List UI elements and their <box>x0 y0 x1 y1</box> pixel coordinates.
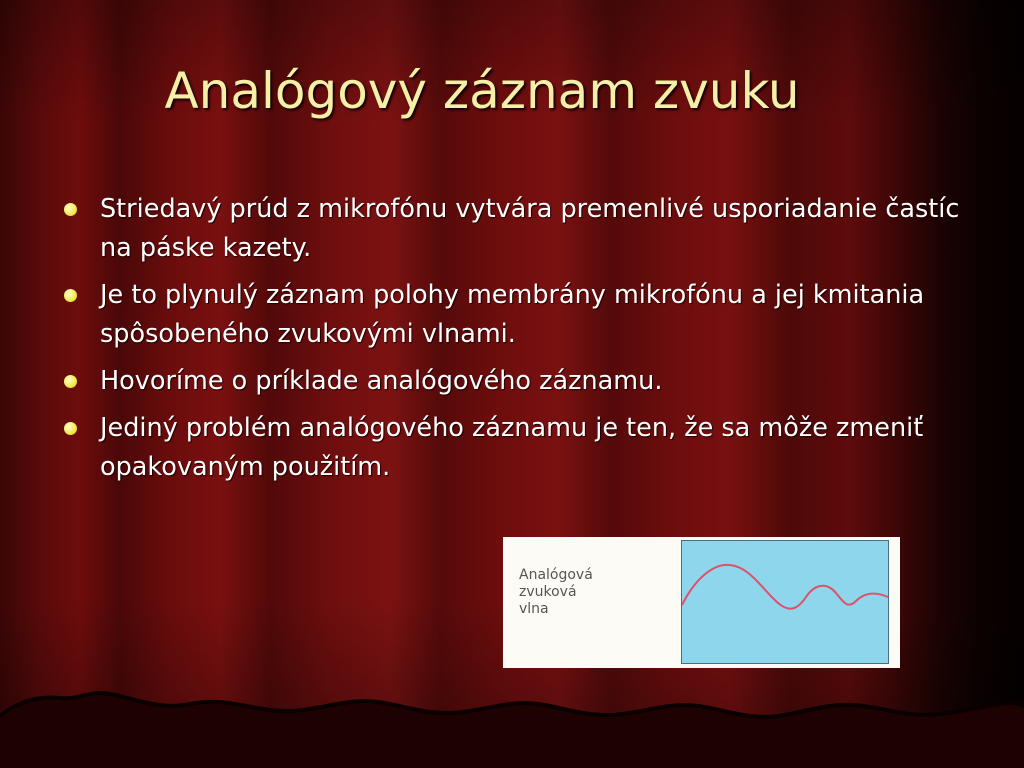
bullet-text: Je to plynulý záznam polohy membrány mikrofónu a jej kmitania spôsobeného zvukovými vlnami. <box>100 280 925 349</box>
wave-graphic <box>682 541 890 665</box>
bullet-item <box>62 276 992 354</box>
analog-wave-figure <box>503 537 900 668</box>
bullet-dot-icon <box>64 375 77 388</box>
bullet-dot-icon <box>64 203 77 216</box>
bullet-dot-icon <box>64 289 77 302</box>
bullet-item <box>62 409 992 487</box>
bullet-text: Jediný problém analógového záznamu je ten, že sa môže zmeniť opakovaným použitím. <box>100 413 924 482</box>
bullet-dot-icon <box>64 422 77 435</box>
curtain-bottom-edge <box>0 660 1024 768</box>
bullet-text: Hovoríme o príklade analógového záznamu. <box>100 366 663 396</box>
analog-wave-line <box>682 565 888 609</box>
wave-panel <box>681 540 889 664</box>
slide-title: Analógový záznam zvuku <box>164 62 800 120</box>
bullet-item <box>62 190 992 268</box>
bullet-item <box>62 362 992 401</box>
bullet-text: Striedavý prúd z mikrofónu vytvára premenlivé usporiadanie častíc na páske kazety. <box>100 194 960 263</box>
figure-label: Analógová zvuková vlna <box>519 567 593 617</box>
bullet-list <box>62 190 992 495</box>
